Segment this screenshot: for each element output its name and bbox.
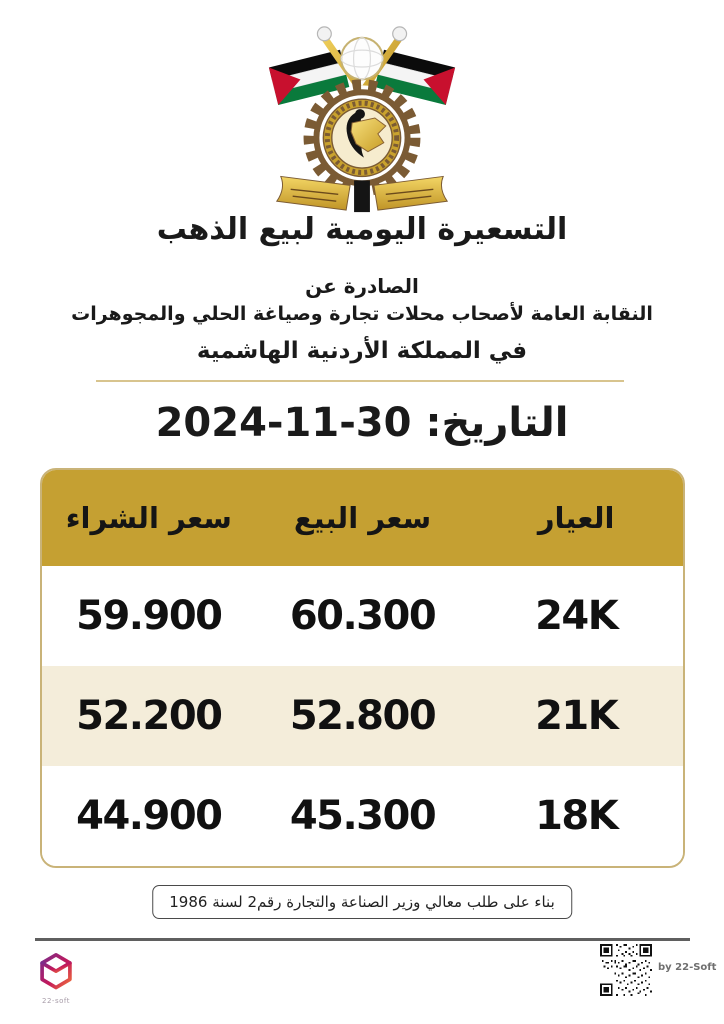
gold-price-table	[40, 468, 685, 868]
sell-price-value: 52.800	[289, 693, 436, 739]
sell-price-value: 60.300	[289, 593, 436, 639]
gold-separator	[96, 380, 624, 382]
date-label: التاريخ:	[425, 400, 569, 446]
column-header-buy-price: سعر الشراء	[65, 501, 232, 535]
karat-value: 24K	[535, 593, 618, 639]
organization-country: في المملكة الأردنية الهاشمية	[196, 338, 528, 364]
page-title: التسعيرة اليومية لبيع الذهب	[156, 212, 568, 247]
organization-name: النقابة العامة لأصحاب محلات تجارة وصياغة الحلي والمجوهرات	[71, 303, 653, 325]
sell-price-value: 45.300	[289, 793, 436, 839]
buy-price-value: 44.900	[76, 793, 222, 839]
software-vendor-logo	[34, 952, 78, 1005]
cube-logo-caption: 22-soft	[42, 997, 70, 1005]
software-credit: by 22-Soft	[658, 962, 717, 973]
date-value: 30-11-2024	[155, 400, 412, 446]
qr-code-icon	[600, 944, 652, 1000]
buy-price-value: 52.200	[76, 693, 222, 739]
buy-price-value: 59.900	[76, 593, 222, 639]
table-row	[42, 566, 683, 666]
column-header-karat: العيار	[537, 501, 615, 535]
legal-footnote: بناء على طلب معالي وزير الصناعة والتجارة رقم2 لسنة 1986	[152, 885, 572, 919]
column-header-sell-price: سعر البيع	[293, 501, 432, 535]
table-header-row	[42, 470, 683, 566]
footer-divider	[35, 938, 690, 941]
syndicate-emblem-icon	[262, 14, 462, 226]
cube-logo-icon	[38, 952, 74, 992]
table-row	[42, 766, 683, 866]
date-line	[0, 400, 724, 446]
karat-value: 21K	[535, 693, 618, 739]
karat-value: 18K	[535, 793, 618, 839]
table-row	[42, 666, 683, 766]
issued-by-label: الصادرة عن	[305, 274, 419, 298]
